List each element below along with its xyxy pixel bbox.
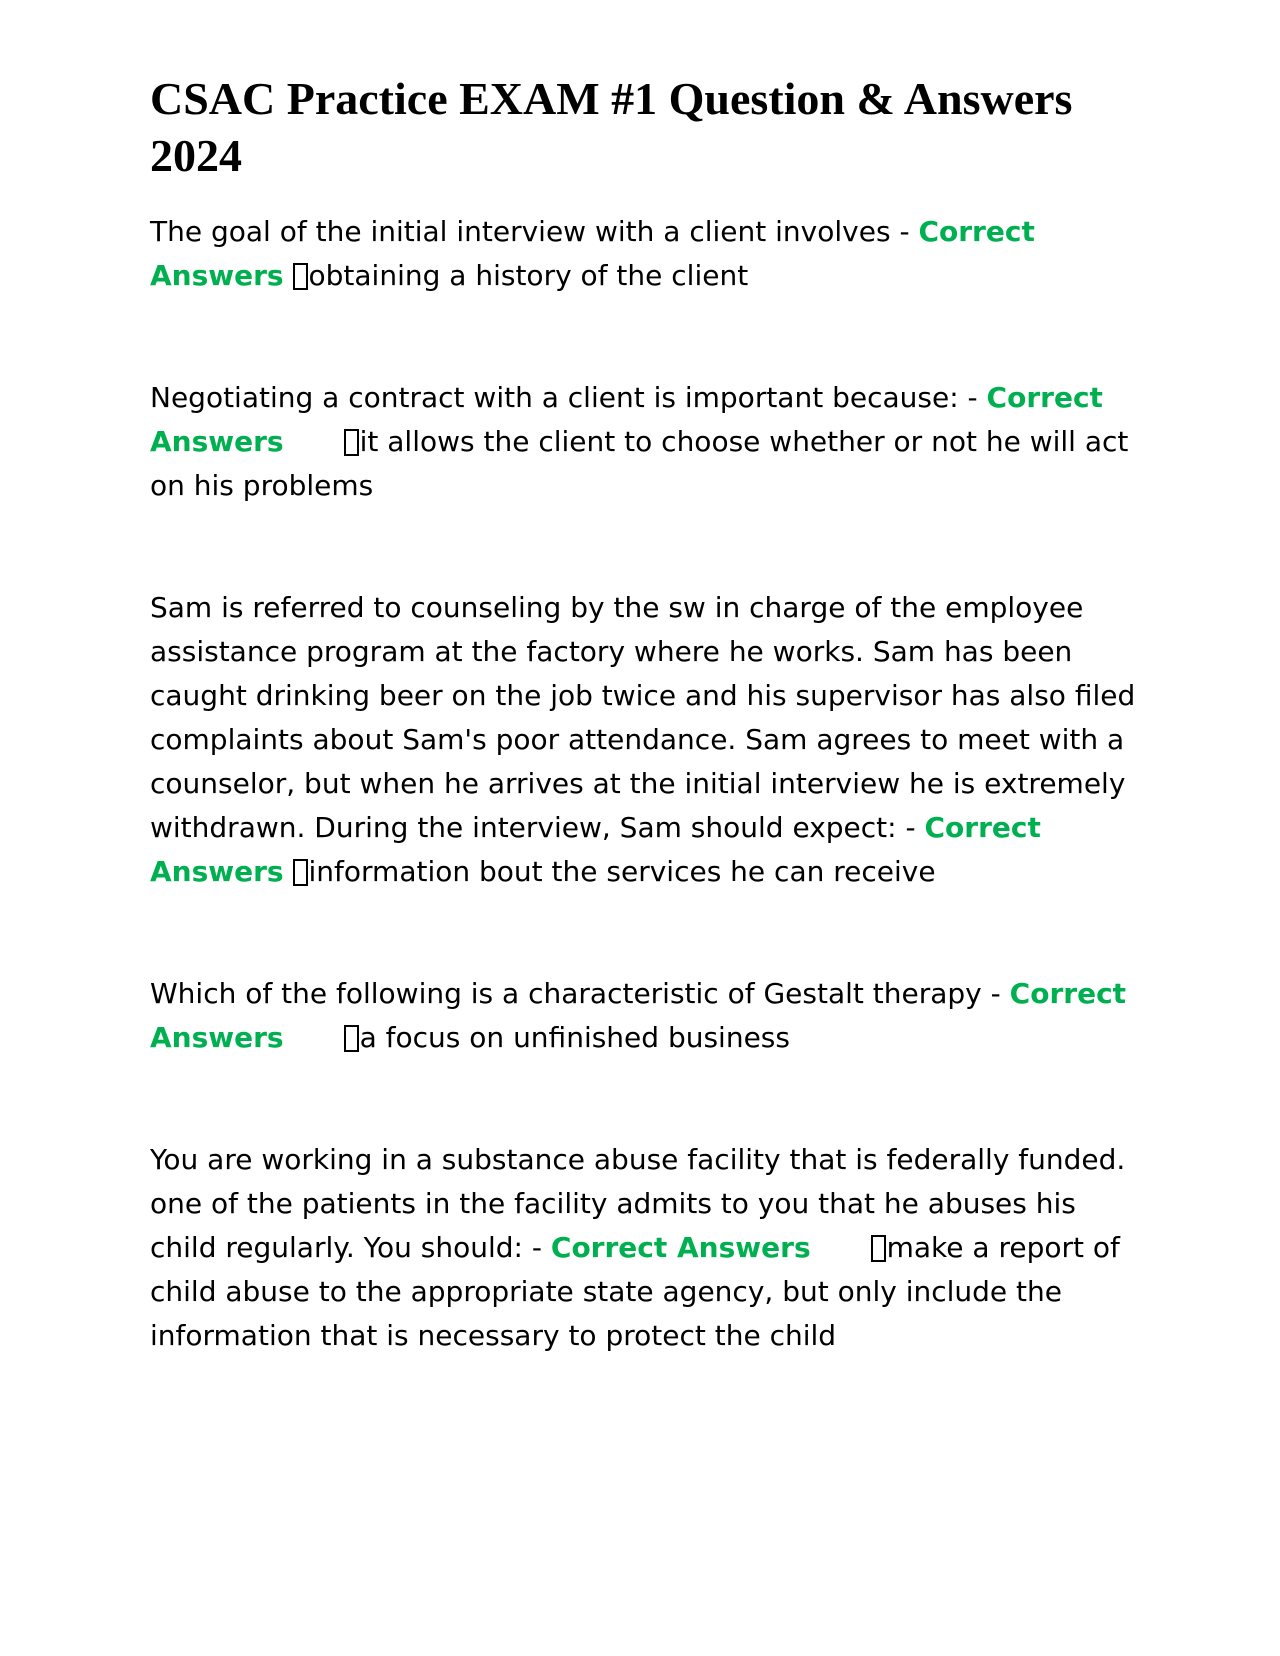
document-title: CSAC Practice EXAM #1 Question & Answers 2024	[150, 73, 1073, 181]
qa-item-1	[150, 210, 1150, 298]
correct-answers-label: Correct Answers	[150, 215, 1035, 292]
question-text: Negotiating a contract with a client is important because:	[150, 381, 959, 414]
qa-item-5	[150, 1138, 1150, 1358]
answer-text: obtaining a history of the client	[308, 259, 749, 292]
qa-item-3	[150, 586, 1150, 894]
correct-answers-label: Correct Answers	[150, 977, 1127, 1054]
question-text: Which of the following is a characteristic of Gestalt therapy	[150, 977, 982, 1010]
answer-text: information bout the services he can receive	[308, 855, 936, 888]
box-glyph-icon	[293, 859, 308, 886]
answer-text: it allows the client to choose whether or not he will act on his problems	[150, 425, 1129, 502]
correct-answers-label: Correct Answers	[550, 1231, 811, 1264]
qa-item-4	[150, 972, 1150, 1060]
question-text: Sam is referred to counseling by the sw in charge of the employee assistance program at the factory where he works. Sam has been caught drinking beer on the job twice and his supervisor has also filed complaints about Sam's poor attendance. Sam agrees to meet with a counselor, but when he arrives at the initial interview he is extremely withdrawn. During the interview, Sam should expect:	[150, 591, 1136, 844]
box-glyph-icon	[344, 429, 359, 456]
separator: -	[896, 811, 925, 844]
answer-text: make a report of child abuse to the appropriate state agency, but only include the information that is necessary to protect the child	[150, 1231, 1120, 1352]
box-glyph-icon	[293, 263, 308, 290]
correct-answers-label: Correct Answers	[150, 811, 1041, 888]
separator: -	[958, 381, 987, 414]
question-text: You are working in a substance abuse facility that is federally funded. one of the patients in the facility admits to you that he abuses his child regularly. You should:	[150, 1143, 1126, 1264]
box-glyph-icon	[871, 1235, 886, 1262]
separator: -	[890, 215, 919, 248]
document-page	[150, 70, 1150, 1436]
qa-item-2	[150, 376, 1150, 508]
correct-answers-label: Correct Answers	[150, 381, 1103, 458]
box-glyph-icon	[344, 1025, 359, 1052]
question-text: The goal of the initial interview with a client involves	[150, 215, 891, 248]
separator: -	[522, 1231, 551, 1264]
separator: -	[981, 977, 1010, 1010]
answer-text: a focus on unfinished business	[359, 1021, 790, 1054]
